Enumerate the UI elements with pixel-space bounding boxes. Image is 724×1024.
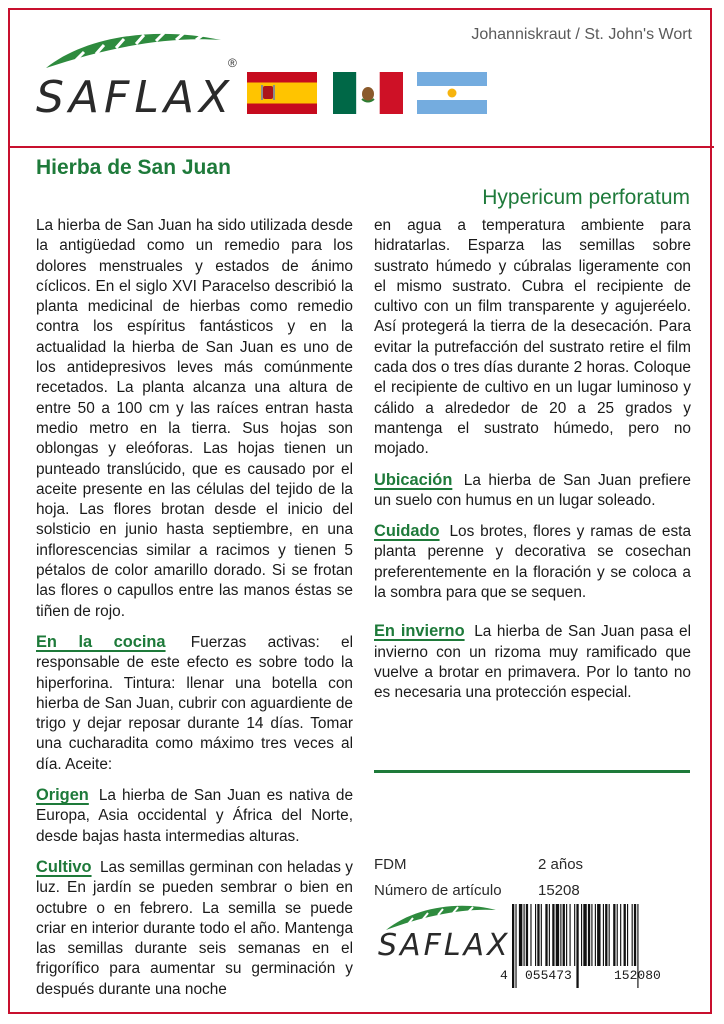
ubicacion-heading: Ubicación [374, 470, 453, 489]
mexico-flag-icon [333, 72, 403, 114]
barcode-bar [526, 904, 528, 966]
ubicacion-section [374, 470, 691, 512]
right-column [374, 216, 691, 714]
barcode-bar [515, 904, 516, 988]
barcode-bar [581, 904, 582, 966]
barcode-bar [556, 904, 559, 966]
origen-section [36, 785, 353, 847]
brand-wordmark-small: SAFLAX [378, 928, 511, 963]
brand-wordmark: SAFLAX [36, 72, 235, 123]
ubicacion-text: La hierba de San Juan prefiere un suelo con humus en un lugar soleado. [374, 471, 691, 509]
fdm-label: FDM [374, 856, 407, 873]
barcode-group-right: 152080 [614, 968, 661, 983]
invierno-text: La hierba de San Juan pasa el invierno con un rizoma muy ramificado que vuelve a brotar en primavera. Por lo tanto no es necesaria una protección especial. [374, 623, 691, 702]
cuidado-section [374, 521, 691, 603]
product-name-multilingual: Johanniskraut / St. John's Wort [471, 26, 692, 43]
barcode-bar [576, 904, 578, 988]
cuidado-heading: Cuidado [374, 522, 440, 541]
registered-mark: ® [228, 56, 237, 70]
barcode-bar [613, 904, 615, 966]
barcode-bar [597, 904, 600, 966]
cultivo-text: Las semillas germinan con heladas y luz. En jardín se pueden sembrar o bien en octubre o en febrero. La semilla se puede criar en interior durante todo el año. Mantenga las semillas durante seis semanas en el frigorífico para aumentar su germinación y después durante una noche [36, 858, 354, 998]
barcode-bar [512, 904, 514, 988]
barcode-bar [574, 904, 575, 966]
barcode-bar [583, 904, 586, 966]
barcode-bar [566, 904, 567, 966]
barcode-bar [530, 904, 531, 966]
origen-text: La hierba de San Juan es nativa de Europa, Asia occidental y África del Norte, desde bajas hasta intermedias alturas. [36, 787, 354, 845]
barcode-bar [563, 904, 565, 966]
cultivo-section [36, 857, 353, 1000]
barcode-bar [549, 904, 550, 966]
latin-name: Hypericum perforatum [482, 186, 690, 209]
barcode-first-digit: 4 [500, 968, 508, 983]
barcode-bar [560, 904, 561, 966]
barcode-bar [524, 904, 525, 966]
barcode-bar [570, 904, 571, 966]
left-column [36, 216, 353, 1010]
article-number-label: Número de artículo [374, 882, 502, 899]
cultivo-heading: Cultivo [36, 857, 92, 876]
barcode-bar [545, 904, 547, 966]
invierno-section [374, 621, 691, 703]
barcode-bar [591, 904, 592, 966]
cocina-heading: En la cocina [36, 632, 166, 651]
spain-flag-icon [247, 72, 317, 114]
argentina-flag-icon [417, 72, 487, 114]
barcode-bar [632, 904, 633, 966]
fdm-value: 2 años [538, 856, 584, 873]
barcode-bar [588, 904, 590, 966]
barcode-bar [537, 904, 539, 966]
intro-paragraph: La hierba de San Juan ha sido utilizada desde la antigüedad como un remedio para los dolores menstruales y estados de ánimo cíclicos. En el siglo XVI Paracelso describió la planta medicinal de hierbas como remedio contra los espíritus fantásticos y en la actualidad la hierba de San Juan es uno de los antidepresivos leves más comúnmente recetados. La planta alcanza una altura de entre 50 a 100 cm y las raíces entran hasta medio metro en la tierra. Sus hojas son oblongas y eleóforas. Las hojas tienen un punteado translúcido, que es causado por el aceite presente en las células del tejido de la hoja. Las flores brotan desde el inicio del solsticio en junio hasta septiembre, en una inflorescencias similar a racimos y tienen 5 pétalos de color amarillo dorado. Si se frotan las flores o capullos entre las manos éstas se tiñen de rojo. [36, 217, 353, 620]
barcode-bar [634, 904, 636, 966]
cocina-text: Fuerzas activas: el responsable de este efecto es sobre todo la hiperforina. Tintura: llenar una botella con hierba de San Juan, cubrir con aguardiente de trigo y dejar reposar durante 14 días. Tomar una cucharadita como máximo tres veces al día. Aceite: [36, 633, 353, 773]
info-divider [374, 770, 690, 773]
barcode-bar [552, 904, 554, 966]
header-divider [10, 146, 714, 148]
barcode-bar [624, 904, 626, 966]
barcode-bar [603, 904, 604, 966]
cocina-section [36, 632, 353, 775]
barcode-bar [627, 904, 628, 966]
barcode-bar [595, 904, 596, 966]
saflax-logo [36, 26, 246, 126]
page-title: Hierba de San Juan [36, 156, 231, 179]
barcode-bar [519, 904, 522, 966]
cuidado-text: Los brotes, flores y ramas de esta planta perenne y decorativa se cosechan preferentemente en la floración y se coloca a la sombra para que se sequen. [374, 523, 692, 602]
barcode-bar [620, 904, 621, 966]
cultivo-continued: en agua a temperatura ambiente para hidratarlas. Esparza las semillas sobre sustrato húmedo y cúbralas ligeramente con el mismo sustrato. Cubra el recipiente de cultivo con un film transparente y agujeréelo. Así protegerá la tierra de la desecación. Para evitar la putrefacción del sustrato retire el film cada dos o tres días durante 2 horas. Coloque el recipiente de cultivo en un lugar luminoso y cálido a alrededor de 20 a 25 grados y mantenga el sustrato húmedo, pero no mojado. [374, 217, 691, 458]
article-number-value: 15208 [538, 882, 580, 899]
origen-heading: Origen [36, 786, 89, 805]
barcode-bar [609, 904, 610, 966]
barcode-bar [605, 904, 607, 966]
barcode-bar [617, 904, 618, 966]
barcode-group-left: 055473 [525, 968, 572, 983]
barcode-bar [541, 904, 542, 966]
barcode-bar [535, 904, 536, 966]
invierno-heading: En invierno [374, 622, 465, 641]
saflax-logo-small [378, 902, 511, 972]
